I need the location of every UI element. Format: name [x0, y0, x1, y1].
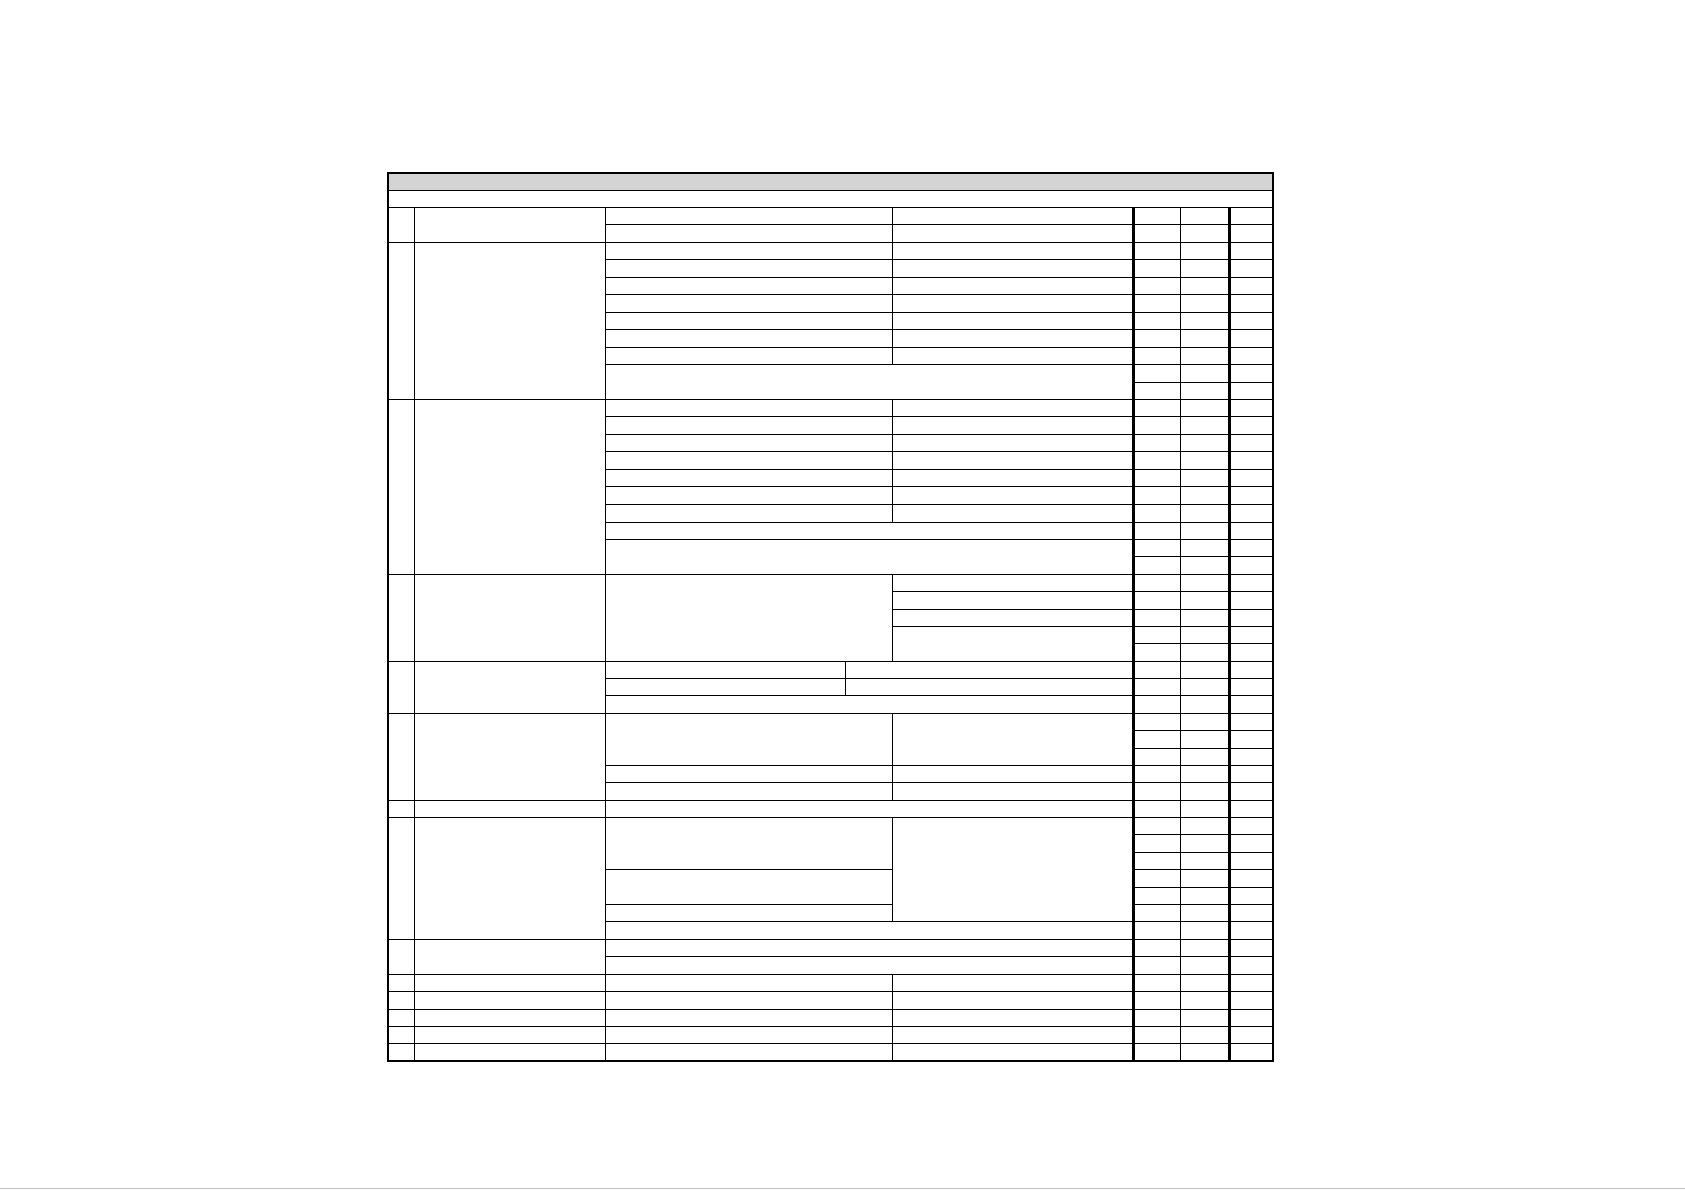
grid-line-h	[1132, 364, 1274, 365]
grid-line-v	[892, 974, 893, 1061]
grid-line-h	[1132, 748, 1274, 749]
grid-line-h	[1132, 259, 1274, 260]
grid-line-h	[605, 277, 1132, 278]
grid-line-h	[1132, 1061, 1274, 1062]
grid-line-v	[1180, 207, 1181, 1061]
grid-line-v	[605, 207, 606, 1061]
grid-line-h	[1132, 782, 1274, 783]
grid-line-h	[605, 486, 1132, 487]
grid-line-h	[387, 939, 1132, 940]
grid-line-v	[1272, 172, 1274, 1061]
grid-line-h	[1132, 347, 1274, 348]
grid-line-h	[1132, 834, 1274, 835]
grid-line-h	[387, 817, 1132, 818]
grid-line-h	[387, 713, 1132, 714]
grid-line-h	[1132, 224, 1274, 225]
grid-line-h	[1132, 1043, 1274, 1044]
grid-line-h	[1132, 974, 1274, 975]
grid-line-h	[605, 765, 1132, 766]
grid-line-h	[605, 329, 1132, 330]
grid-line-h	[605, 782, 1132, 783]
grid-line-h	[1132, 609, 1274, 610]
grid-line-h	[605, 294, 1132, 295]
grid-line-h	[605, 434, 1132, 435]
grid-line-h	[1132, 416, 1274, 417]
grid-line-v	[1132, 207, 1135, 1061]
grid-line-h	[387, 1026, 1132, 1027]
page-bottom-rule	[0, 1188, 1685, 1189]
grid-line-h	[892, 574, 1132, 575]
grid-line-h	[387, 207, 1132, 208]
grid-line-h	[892, 626, 1132, 627]
grid-line-v	[892, 817, 893, 921]
grid-line-h	[605, 522, 1132, 523]
grid-line-h	[605, 399, 1132, 400]
grid-line-h	[1132, 1026, 1274, 1027]
grid-line-h	[1132, 294, 1274, 295]
grid-line-h	[605, 869, 892, 870]
grid-line-h	[1132, 399, 1274, 400]
grid-line-h	[1132, 765, 1274, 766]
grid-line-h	[1132, 643, 1274, 644]
grid-line-h	[1132, 382, 1274, 383]
title-band	[387, 174, 1274, 190]
grid-line-h	[1132, 626, 1274, 627]
grid-line-h	[387, 974, 1132, 975]
grid-line-h	[1132, 991, 1274, 992]
grid-line-h	[605, 347, 1132, 348]
grid-line-v	[892, 574, 893, 661]
grid-line-h	[387, 1061, 1132, 1062]
grid-line-h	[1132, 434, 1274, 435]
grid-line-h	[1132, 451, 1274, 452]
grid-line-h	[1132, 939, 1274, 940]
grid-line-h	[1132, 504, 1274, 505]
grid-line-v	[892, 713, 893, 800]
grid-line-h	[1132, 904, 1274, 905]
grid-line-h	[1132, 469, 1274, 470]
grid-line-v	[387, 172, 389, 1061]
grid-line-h	[1132, 852, 1274, 853]
grid-line-h	[605, 364, 1132, 365]
grid-line-h	[892, 609, 1132, 610]
grid-line-h	[1132, 329, 1274, 330]
grid-line-h	[1132, 591, 1274, 592]
grid-line-h	[605, 224, 1132, 225]
grid-line-h	[1132, 887, 1274, 888]
grid-line-h	[1132, 539, 1274, 540]
grid-line-h	[1132, 242, 1274, 243]
grid-line-h	[387, 1043, 1132, 1044]
grid-line-v	[414, 207, 415, 1061]
grid-line-h	[1132, 574, 1274, 575]
grid-line-h	[387, 991, 1132, 992]
grid-line-h	[605, 504, 1132, 505]
grid-line-h	[1132, 869, 1274, 870]
grid-line-h	[605, 921, 1132, 922]
grid-line-h	[1132, 695, 1274, 696]
grid-line-h	[1132, 678, 1274, 679]
grid-line-h	[892, 591, 1132, 592]
grid-line-h	[1132, 312, 1274, 313]
grid-line-h	[605, 956, 1132, 957]
grid-line-h	[387, 800, 1132, 801]
grid-line-h	[605, 678, 1132, 679]
grid-line-h	[387, 661, 1132, 662]
grid-line-h	[387, 172, 1274, 174]
grid-line-v	[892, 242, 893, 364]
grid-line-h	[1132, 817, 1274, 818]
grid-line-h	[1132, 207, 1274, 208]
grid-line-h	[605, 312, 1132, 313]
grid-line-h	[605, 904, 892, 905]
grid-line-h	[1132, 713, 1274, 714]
grid-line-h	[1132, 522, 1274, 523]
grid-line-h	[605, 242, 1132, 243]
grid-line-h	[1132, 730, 1274, 731]
grid-line-h	[605, 259, 1132, 260]
grid-line-v	[1228, 207, 1231, 1061]
grid-line-h	[1132, 277, 1274, 278]
grid-line-h	[1132, 800, 1274, 801]
grid-line-h	[1132, 661, 1274, 662]
grid-line-h	[387, 190, 1274, 191]
grid-line-h	[605, 469, 1132, 470]
grid-line-h	[1132, 956, 1274, 957]
grid-line-h	[1132, 921, 1274, 922]
grid-line-h	[605, 416, 1132, 417]
grid-line-h	[1132, 556, 1274, 557]
grid-line-h	[605, 539, 1132, 540]
grid-line-h	[387, 1009, 1132, 1010]
grid-line-h	[1132, 1009, 1274, 1010]
grid-line-h	[605, 695, 1132, 696]
grid-line-h	[605, 451, 1132, 452]
grid-line-h	[1132, 486, 1274, 487]
